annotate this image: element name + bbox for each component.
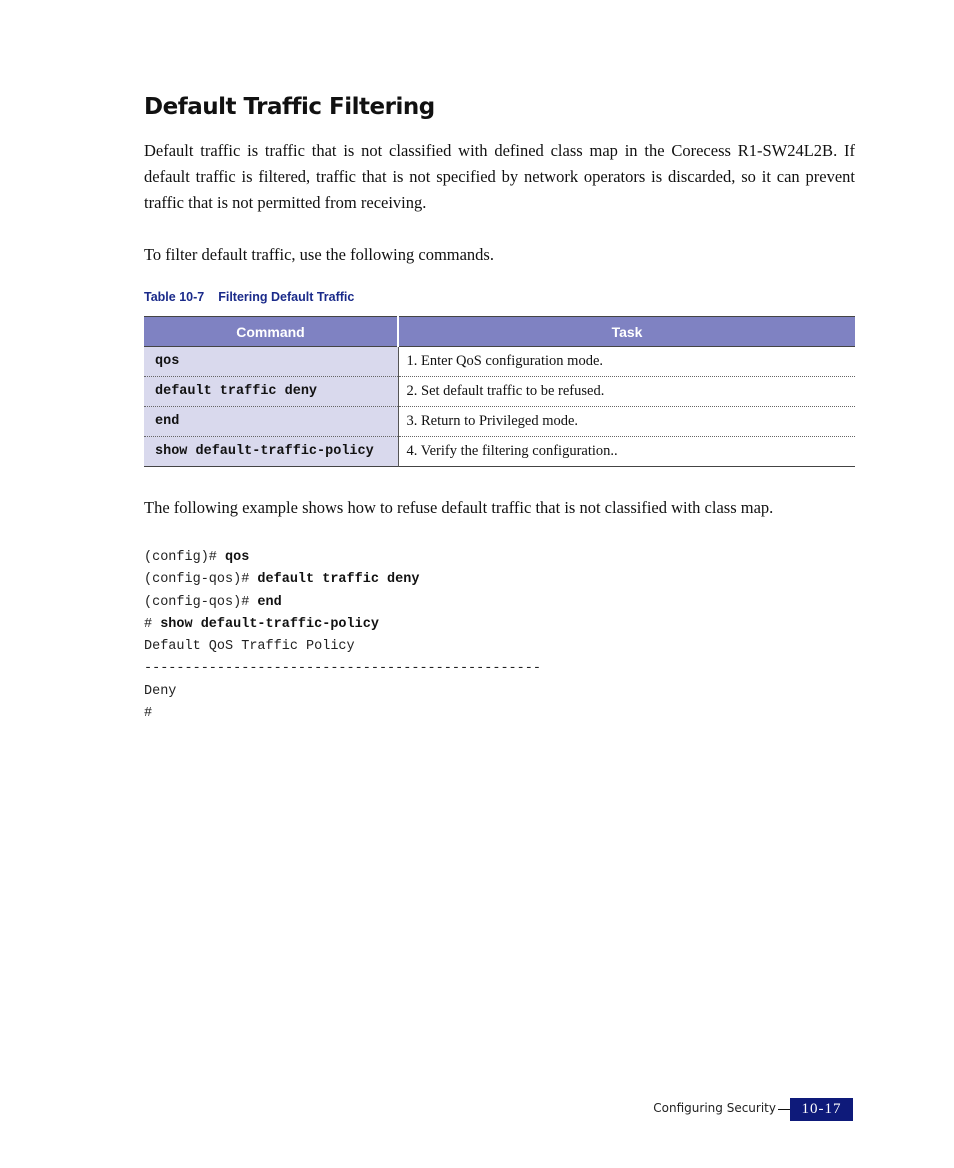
footer-chapter-label: Configuring Security <box>653 1101 776 1115</box>
code-output-line <box>144 681 855 703</box>
task-cell: 1. Enter QoS configuration mode. <box>398 347 855 377</box>
code-prompt: (config-qos)# <box>144 572 258 588</box>
command-table <box>144 316 855 467</box>
code-prompt: # <box>144 706 153 722</box>
code-prompt: # <box>144 616 161 632</box>
header-task: Task <box>398 317 855 347</box>
page-content <box>144 90 855 725</box>
command-cell: end <box>144 407 398 437</box>
code-output: Default QoS Traffic Policy <box>144 639 355 655</box>
code-line <box>144 547 855 569</box>
commands-lead-paragraph: To filter default traffic, use the following commands. <box>144 245 494 264</box>
footer-divider <box>778 1109 790 1110</box>
code-prompt: (config-qos)# <box>144 594 258 610</box>
command-cell: show default-traffic-policy <box>144 437 398 467</box>
code-command: qos <box>225 550 250 565</box>
code-prompt: (config)# <box>144 550 226 565</box>
example-lead-paragraph: The following example shows how to refuse default traffic that is not classified with class map. <box>144 498 774 517</box>
intro-paragraph: Default traffic is traffic that is not classified with defined class map in the Corecess R1-SW24L2B. If default traffic is filtered, traffic that is not specified by network operators is discarded, so it can prevent traffic that is not permitted from receiving. <box>144 141 855 212</box>
table-header-row <box>144 317 855 347</box>
table-row <box>144 377 855 407</box>
code-example <box>144 547 855 725</box>
table-caption <box>144 288 855 306</box>
code-line <box>144 614 855 636</box>
code-command: show default-traffic-policy <box>160 616 379 632</box>
table-row <box>144 347 855 377</box>
command-cell: qos <box>144 347 398 377</box>
code-output: Deny <box>144 683 177 699</box>
task-cell: 4. Verify the filtering configuration.. <box>406 443 618 459</box>
task-cell: 2. Set default traffic to be refused. <box>398 377 855 407</box>
code-separator: ------------------------------------------------- <box>144 661 541 677</box>
code-output-line <box>144 636 855 658</box>
code-command: end <box>257 594 282 610</box>
code-output-line <box>144 658 855 680</box>
table-row <box>144 437 855 467</box>
page-footer <box>600 1098 854 1122</box>
code-command: default traffic deny <box>257 572 420 588</box>
task-cell: 3. Return to Privileged mode. <box>398 407 855 437</box>
table-caption-number: Table 10-7 <box>144 290 205 304</box>
code-line <box>144 592 855 614</box>
header-command: Command <box>144 317 398 347</box>
section-title: Default Traffic Filtering <box>144 94 435 120</box>
table-row <box>144 407 855 437</box>
table-caption-title: Filtering Default Traffic <box>218 290 355 304</box>
code-line <box>144 569 855 591</box>
footer-page-number: 10-17 <box>790 1098 853 1121</box>
command-cell: default traffic deny <box>144 377 398 407</box>
code-output-line <box>144 703 855 725</box>
